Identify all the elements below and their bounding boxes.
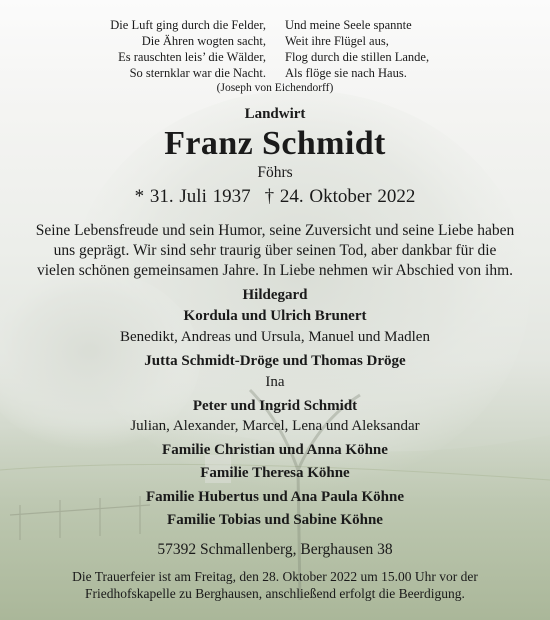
- message-line: vielen schönen gemeinsamen Jahre. In Liebe nehmen wir Abschied von ihm.: [36, 262, 514, 279]
- mourner-line: Familie Hubertus und Ana Paula Köhne: [146, 489, 404, 505]
- deceased-name: Franz Schmidt: [164, 125, 386, 162]
- poem-line: Die Luft ging durch die Felder,: [110, 18, 266, 32]
- mourner-line: Benedikt, Andreas und Ursula, Manuel und Madlen: [120, 329, 430, 345]
- message-line: uns geprägt. Wir sind sehr traurig über seinen Tod, aber dankbar für die: [53, 242, 497, 259]
- occupation: Landwirt: [244, 106, 306, 122]
- mourner-line: Familie Theresa Köhne: [200, 465, 350, 481]
- poem-line: Als flöge sie nach Haus.: [285, 66, 407, 80]
- life-dates: [0, 186, 550, 208]
- funeral-information: [0, 568, 550, 602]
- poem-line: Es rauschten leis’ die Wälder,: [118, 50, 266, 64]
- mourner-line: Hildegard: [242, 287, 308, 303]
- place-of-residence: Föhrs: [257, 164, 293, 181]
- mourner-line: Julian, Alexander, Marcel, Lena und Aleksandar: [130, 418, 420, 434]
- mourner-line: Familie Tobias und Sabine Köhne: [167, 512, 383, 528]
- poem-line: Die Ähren wogten sacht,: [141, 34, 266, 48]
- poem-left-column: [110, 17, 266, 81]
- poem-line: Und meine Seele spannte: [285, 18, 412, 32]
- farewell-message: [20, 221, 530, 281]
- poem-line: Flog durch die stillen Lande,: [285, 50, 430, 64]
- poem-right-column: [285, 17, 429, 81]
- mourner-line: Ina: [265, 374, 285, 390]
- mourner-line: Familie Christian und Anna Köhne: [162, 442, 388, 458]
- poem-attribution: (Joseph von Eichendorff): [216, 82, 334, 94]
- mourner-line: Peter und Ingrid Schmidt: [192, 398, 358, 414]
- poem-line: So sternklar war die Nacht.: [129, 66, 266, 80]
- poem-line: Weit ihre Flügel aus,: [285, 34, 389, 48]
- message-line: Seine Lebensfreude und sein Humor, seine Zuversicht und seine Liebe haben: [35, 222, 515, 239]
- birth-date: * 31. Juli 1937: [134, 186, 251, 207]
- mourner-line: Kordula und Ulrich Brunert: [183, 308, 367, 324]
- funeral-line: Friedhofskapelle zu Berghausen, anschließend erfolgt die Beerdigung.: [85, 586, 465, 601]
- poem: [0, 17, 550, 81]
- family-address: 57392 Schmallenberg, Berghausen 38: [157, 541, 393, 558]
- funeral-line: Die Trauerfeier ist am Freitag, den 28. Oktober 2022 um 15.00 Uhr vor der: [72, 569, 478, 584]
- death-date: † 24. Oktober 2022: [264, 186, 416, 207]
- mourner-line: Jutta Schmidt-Dröge und Thomas Dröge: [144, 353, 406, 369]
